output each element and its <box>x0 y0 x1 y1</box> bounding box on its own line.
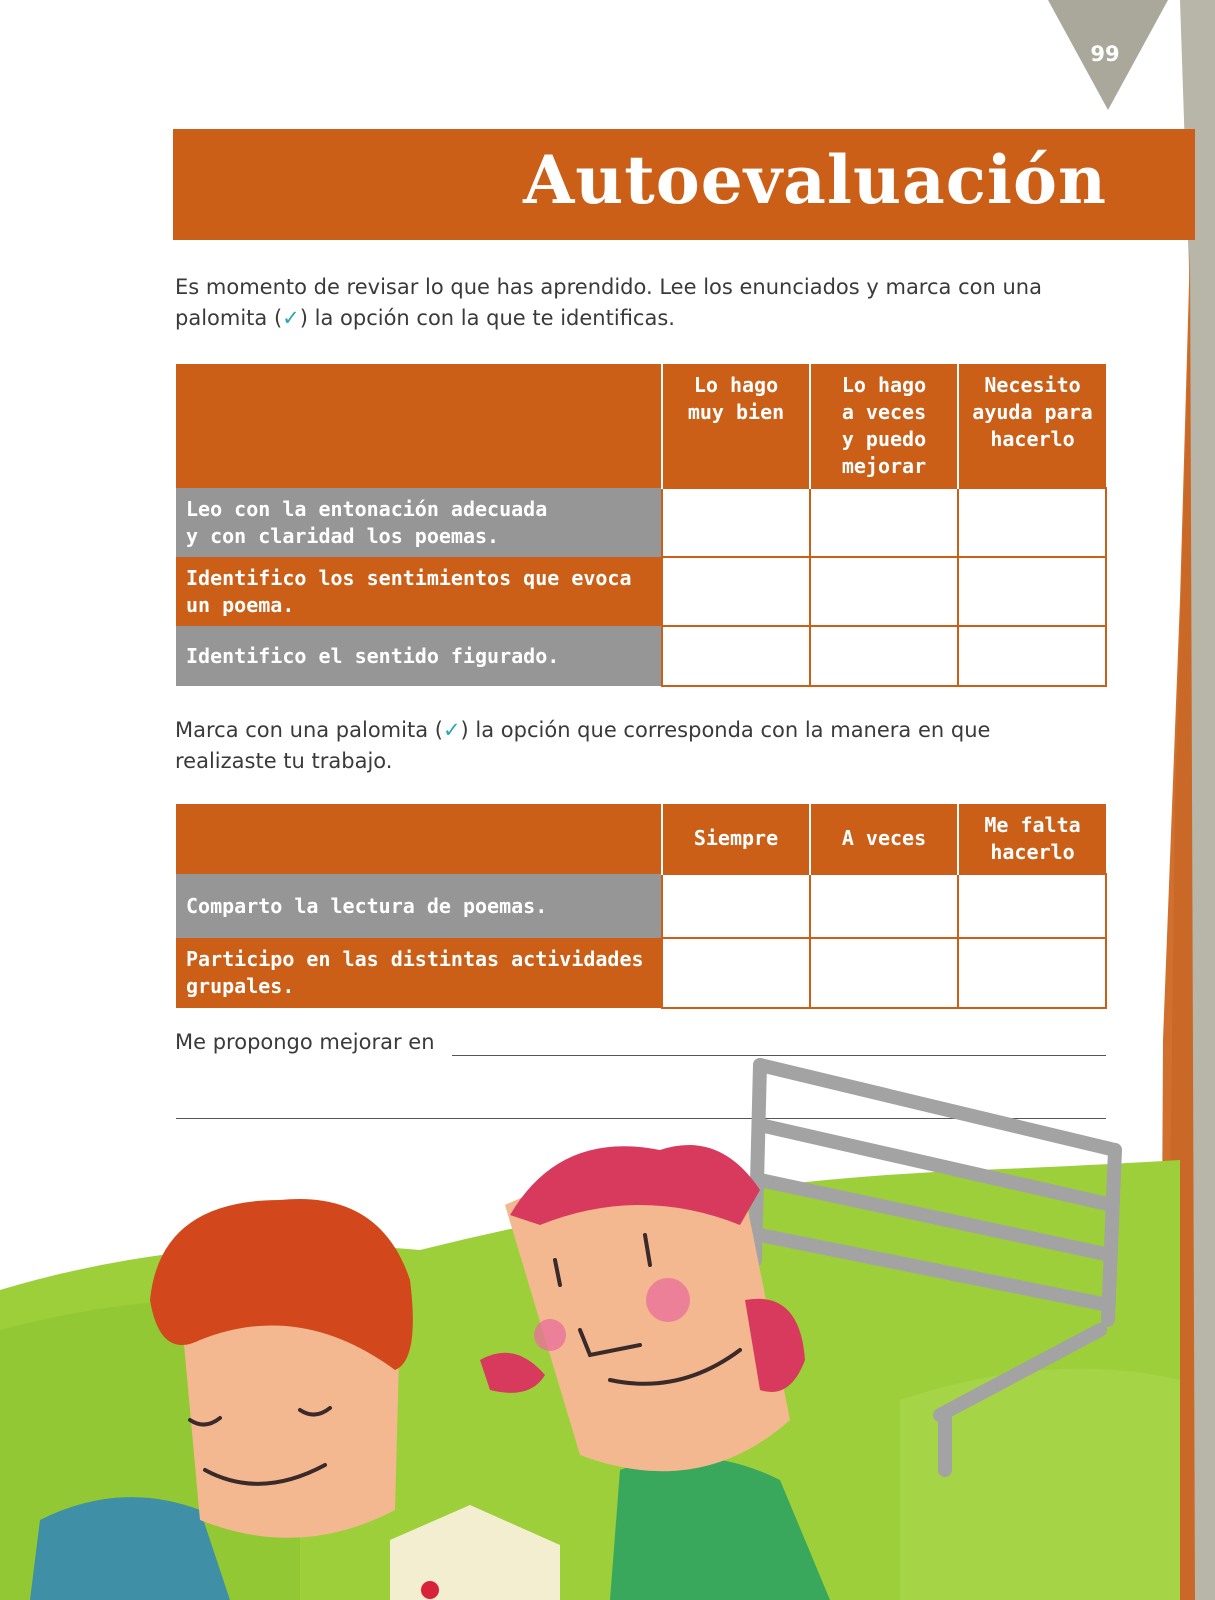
table1-row-3-label: Identifico el sentido figurado. <box>176 626 662 686</box>
check-mark-icon: ✓ <box>282 306 300 330</box>
check-mark-icon: ✓ <box>442 718 461 742</box>
table1-row-1-option-3[interactable] <box>958 488 1106 557</box>
table1-row-3-option-3[interactable] <box>958 626 1106 686</box>
instruction-paragraph <box>175 715 1075 777</box>
table1-row-1-option-1[interactable] <box>662 488 810 557</box>
table2-col-1: Siempre <box>662 804 810 874</box>
page-title: Autoevaluación <box>523 141 1107 219</box>
table2-row-1-label: Comparto la lectura de poemas. <box>176 874 662 938</box>
table2-row-2-option-2[interactable] <box>810 938 958 1008</box>
table-row <box>176 938 1106 1008</box>
table1-col-1: Lo hago muy bien <box>662 364 810 488</box>
table1-row-3-option-1[interactable] <box>662 626 810 686</box>
table-row <box>176 557 1106 626</box>
self-assessment-table-2 <box>176 804 1107 1009</box>
table-row <box>176 874 1106 938</box>
intro-paragraph <box>175 272 1075 334</box>
table2-col-3: Me falta hacerlo <box>958 804 1106 874</box>
page-number: 99 <box>1090 42 1120 66</box>
table1-row-2-option-2[interactable] <box>810 557 958 626</box>
instruction-text-before: Marca con una palomita ( <box>175 718 443 742</box>
title-banner <box>173 129 1195 240</box>
table1-col-2: Lo hago a veces y puedo mejorar <box>810 364 958 488</box>
table2-row-1-option-3[interactable] <box>958 874 1106 938</box>
instruction-text-after: ) la opción que corresponda con la manera en que realizaste tu trabajo. <box>175 718 991 773</box>
table2-row-2-label: Participo en las distintas actividades grupales. <box>176 938 662 1008</box>
table-row <box>176 626 1106 686</box>
improve-prompt: Me propongo mejorar en <box>175 1030 435 1054</box>
table1-row-1-label: Leo con la entonación adecuada y con claridad los poemas. <box>176 488 662 557</box>
table2-row-1-option-1[interactable] <box>662 874 810 938</box>
table1-row-3-option-2[interactable] <box>810 626 958 686</box>
intro-text-after: ) la opción con la que te identificas. <box>299 306 675 330</box>
self-assessment-table-1 <box>176 364 1107 687</box>
table1-col-3: Necesito ayuda para hacerlo <box>958 364 1106 488</box>
table1-row-2-label: Identifico los sentimientos que evoca un poema. <box>176 557 662 626</box>
intro-text-before: Es momento de revisar lo que has aprendido. Lee los enunciados y marca con una palomita ( <box>175 275 1042 330</box>
table-row <box>176 488 1106 557</box>
table1-row-2-option-1[interactable] <box>662 557 810 626</box>
table1-row-1-option-2[interactable] <box>810 488 958 557</box>
table2-col-2: A veces <box>810 804 958 874</box>
table1-header-blank <box>176 364 662 488</box>
table1-row-2-option-3[interactable] <box>958 557 1106 626</box>
table2-header-blank <box>176 804 662 874</box>
table2-row-1-option-2[interactable] <box>810 874 958 938</box>
table2-row-2-option-1[interactable] <box>662 938 810 1008</box>
children-reading-illustration <box>0 1040 1180 1600</box>
table2-row-2-option-3[interactable] <box>958 938 1106 1008</box>
